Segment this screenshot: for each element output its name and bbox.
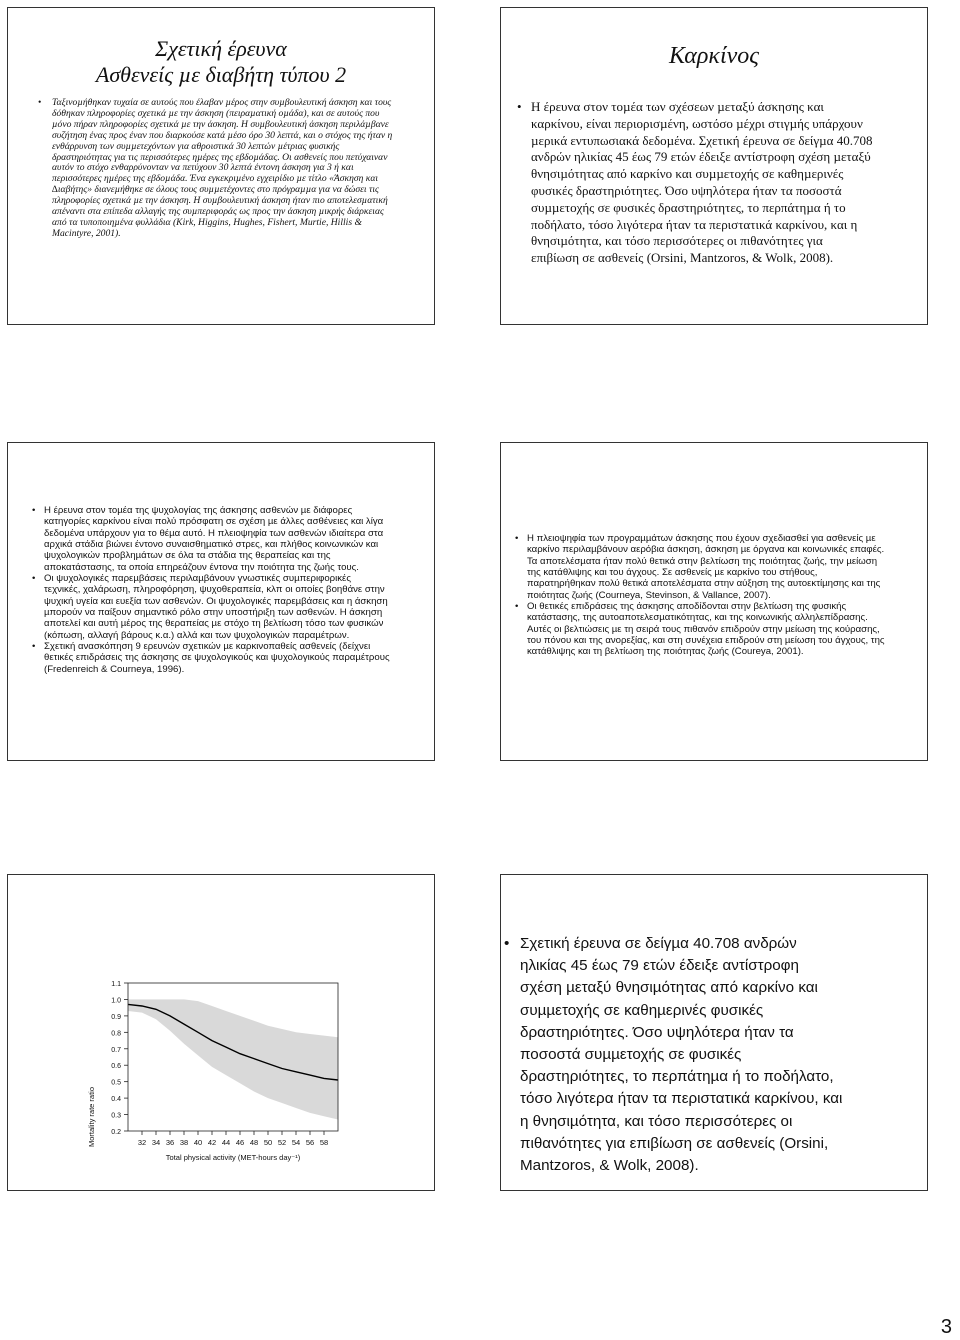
x-tick-label: 42	[207, 1138, 217, 1147]
x-tick-label: 34	[151, 1138, 161, 1147]
bullet-icon: •	[515, 601, 519, 613]
list-item	[32, 505, 390, 573]
list-item	[515, 533, 885, 601]
x-tick-label: 54	[291, 1138, 301, 1147]
x-tick-label: 50	[263, 1138, 273, 1147]
x-tick-label: 52	[277, 1138, 287, 1147]
mortality-chart	[88, 971, 348, 1171]
y-tick-label: 0.2	[111, 1129, 121, 1136]
bullet-text: Οι θετικές επιδράσεις της άσκησης αποδίδονται στην βελτίωση της φυσικής κατάστασης, της αυτοαποτελεσµατικότητας, και της κοινωνικής αλληλεπίδρασης. Αυτές οι βελτιώσεις µε τη σειρά τους πιθανόν επιδρούν στην µείωση της κούρασης, του πόνου και της ανορεξίας, και στη συνέχεια επιδρούν στη µείωση του άγχους, της κατάθλιψης και τη βελτίωση της ποιότητας ζωής (Coureya, 2001).	[527, 601, 885, 658]
slide-psychology	[7, 442, 435, 761]
list-item	[515, 601, 885, 658]
x-axis-label: Total physical activity (MET-hours day⁻¹)	[165, 1153, 301, 1162]
bullet-icon: •	[32, 505, 36, 516]
bullet-text: Ταξινοµήθηκαν τυχαία σε αυτούς που έλαβαν µέρος στην συµβουλευτική άσκηση και τους δόθηκαν πληροφορίες σχετικά µε την άσκηση (πειραµατική οµάδα), και σε αυτούς που µόνο πήραν πληροφορίες σχετικά µε την άσκηση. Η συµβουλευτική άσκηση περιλάµβανε συζήτηση ένας προς έναν που διαρκούσε κατά µέσο όρο 30 λεπτά, και ο στόχος της ήταν η ενθάρρυνση των συµµετεχόντων για αθροιστικά 30 λεπτών µέτριας φυσικής δραστηριότητας για τις περισσότερες ηµέρες της εβδοµάδας. Οι ασθενείς που πετύχαιναν αυτόν το στόχο ενθαρρύνονταν να πετύχουν 30 λεπτά έντονη άσκηση για 3 ή και περισσότερες ηµέρες της εβδοµάδα. Ένα εγκεκριµένο εγχειρίδιο µε τίτλο «Άσκηση και ∆ιαβήτης» διανεµήθηκε σε όλους τους συµµετέχοντες στο πρόγραµµα για να δώσει τις πληροφορίες σχετικά µε την άσκηση. Η συµβουλευτική άσκηση ήταν πιο αποτελεσµατική απέναντι στα επίπεδα αλλαγής της συµπεριφοράς ως προς την άσκηση µικρής διάρκειας από τα τυποποιηµένα φυλλάδια (Kirk, Higgins, Hughes, Fishert, Murtie, Hillis & Macintyre, 2001).	[52, 97, 393, 239]
x-tick-label: 36	[165, 1138, 175, 1147]
list-item	[38, 98, 396, 240]
slide-exercise-programs	[500, 442, 928, 761]
slide-cancer	[500, 7, 928, 325]
bullet-list	[38, 98, 396, 240]
bullet-icon: •	[517, 99, 522, 114]
x-tick-label: 44	[221, 1138, 231, 1147]
y-tick-label: 0.3	[111, 1112, 121, 1120]
list-item	[32, 641, 390, 675]
y-axis-label: Mortality rate ratio	[87, 1086, 96, 1148]
x-tick-label: 58	[319, 1138, 329, 1147]
bullet-list	[504, 933, 844, 1177]
chart-svg	[88, 971, 348, 1171]
bullet-icon: •	[32, 641, 36, 653]
x-tick-label: 56	[305, 1138, 315, 1147]
bullet-icon: •	[32, 573, 36, 585]
y-tick-label: 0.9	[111, 1013, 121, 1021]
slide-mortality-chart	[7, 874, 435, 1191]
bullet-text: Η πλειοψηφία των προγραµµάτων άσκησης που έχουν σχεδιασθεί για ασθενείς µε καρκίνο περιλαµβάνουν αερόβια άσκηση, άσκηση µε όργανα και κοινωνικές επαφές. Τα αποτελέσµατα ήταν πολύ θετικά στην βελτίωση της ποιότητας ζωής, την µείωση της κατάθλιψης και του άγχους. Σε ασθενείς µε καρκίνο του στήθους, παρατηρήθηκαν πολύ θετικά αποτελέσµατα στην αύξηση της αυτοεκτίµησης και της ποιότητας ζωής (Courneya, Stevinson, & Vallance, 2007).	[527, 533, 885, 601]
bullet-list	[515, 533, 885, 658]
x-tick-label: 40	[193, 1138, 203, 1147]
slide-title	[8, 36, 434, 88]
slide-title-line1: Σχετική έρευνα	[155, 36, 287, 61]
bullet-text: Η έρευνα στον τοµέα των σχέσεων µεταξύ άσκησης και καρκίνου, είναι περιορισµένη, ωστόσο µέχρι στιγµής υπάρχουν µερικά εντυπωσιακά δεδοµένα. Σχετική έρευνα σε δείγµα 40.708 ανδρών ηλικίας 45 έως 79 ετών έδειξε αντίστροφη σχέση µεταξύ θνησιµότητας από καρκίνο και συµµετοχής σε καθηµερινές φυσικές δραστηριότητες. Όσο υψηλότερα ήταν τα ποσοστά συµµετοχής σε φυσικές δραστηριότητες, το περπάτηµα ή το ποδήλατο, τόσο λιγότερα ήταν τα περιστατικά καρκίνου, και η θνησιµότητα, και τόσο περισσότερες οι πιθανότητες για επιβίωση σε ασθενείς (Orsini, Mantzoros, & Wolk, 2008).	[531, 99, 873, 266]
y-tick-label: 0.4	[111, 1096, 121, 1104]
x-tick-label: 32	[137, 1138, 147, 1147]
bullet-list	[32, 505, 390, 675]
y-tick-label: 0.7	[111, 1046, 121, 1054]
confidence-band	[128, 999, 338, 1119]
y-tick-label: 0.8	[111, 1030, 121, 1038]
page-number: 3	[940, 1316, 952, 1338]
x-tick-label: 48	[249, 1138, 259, 1147]
bullet-icon: •	[515, 533, 519, 544]
x-tick-label: 38	[179, 1138, 189, 1147]
bullet-icon: •	[38, 97, 42, 108]
y-tick-label: 1.0	[111, 997, 121, 1005]
list-item	[517, 99, 873, 267]
y-tick-label: 0.6	[111, 1063, 121, 1071]
slide-title-line2: Ασθενείς µε διαβήτη τύπου 2	[95, 62, 347, 87]
slide-title: Καρκίνος	[668, 43, 759, 69]
slide-diabetes-research	[7, 7, 435, 325]
bullet-text: Σχετική ανασκόπηση 9 ερευνών σχετικών µε καρκινοπαθείς ασθενείς (δείχνει θετικές επιδράσεις της άσκησης σε ψυχολογικούς και ψυχολογικούς παραµέτρους (Fredenreich & Courneya, 1996).	[44, 641, 390, 675]
y-tick-label: 1.1	[111, 981, 121, 988]
list-item	[32, 573, 390, 641]
list-item	[504, 933, 844, 1177]
slide-research-summary	[500, 874, 928, 1191]
bullet-text: Η έρευνα στον τοµέα της ψυχολογίας της άσκησης ασθενών µε διάφορες κατηγορίες καρκίνου είναι πολύ πρόσφατη σε σχέση µε άλλες ασθένειες και λίγα δεδοµένα υπάρχουν για το θέµα αυτό. Η πλειοψηφία των ασθενών ιδιαίτερα στα αρχικά στάδια βιώνει έντονο συναισθηµατικό στρες, και πλήθος κοινωνικών και ψυχολογικών προβληµάτων σε όλα τα στάδια της θεραπείας και της αποκατάστασης, τα οποία επηρεάζουν έντονα την ποιότητα της ζωής τους.	[44, 505, 384, 573]
y-tick-label: 0.5	[111, 1079, 121, 1087]
bullet-list	[517, 99, 873, 267]
x-tick-label: 46	[235, 1138, 245, 1147]
bullet-text: Οι ψυχολογικές παρεµβάσεις περιλαµβάνουν γνωστικές συµπεριφορικές τεχνικές, χαλάρωση, πληροφόρηση, ψυχοθεραπεία, κλπ οι οποίες βοηθάνε στην ψυχική υγεία και ευεξία των ασθενών. Οι ψυχολογικές παρεµβάσεις και η άσκηση µπορούν να παίξουν σηµαντικό ρόλο στην υποστήριξη των ασθενών. Η άσκηση αποτελεί και αυτή µέρος της θεραπείας µε στόχο τη βελτίωση τόσο των φυσικών (κόπωση, αλλαγή βάρους κ.α.) αλλά και των ψυχολογικών παραµέτρων.	[44, 573, 388, 641]
bullet-icon: •	[504, 935, 510, 952]
bullet-text: Σχετική έρευνα σε δείγµα 40.708 ανδρών ηλικίας 45 έως 79 ετών έδειξε αντίστροφη σχέση µεταξύ θνησιµότητας από καρκίνο και συµµετοχής σε καθηµερινές φυσικές δραστηριότητες. Όσο υψηλότερα ήταν τα ποσοστά συµµετοχής σε φυσικές δραστηριότητες, το περπάτηµα ή το ποδήλατο, τόσο λιγότερα ήταν τα περιστατικά καρκίνου, και η θνησιµότητα, και τόσο περισσότερες οι πιθανότητες για επιβίωση σε ασθενείς (Orsini, Mantzoros, & Wolk, 2008).	[520, 935, 843, 1175]
